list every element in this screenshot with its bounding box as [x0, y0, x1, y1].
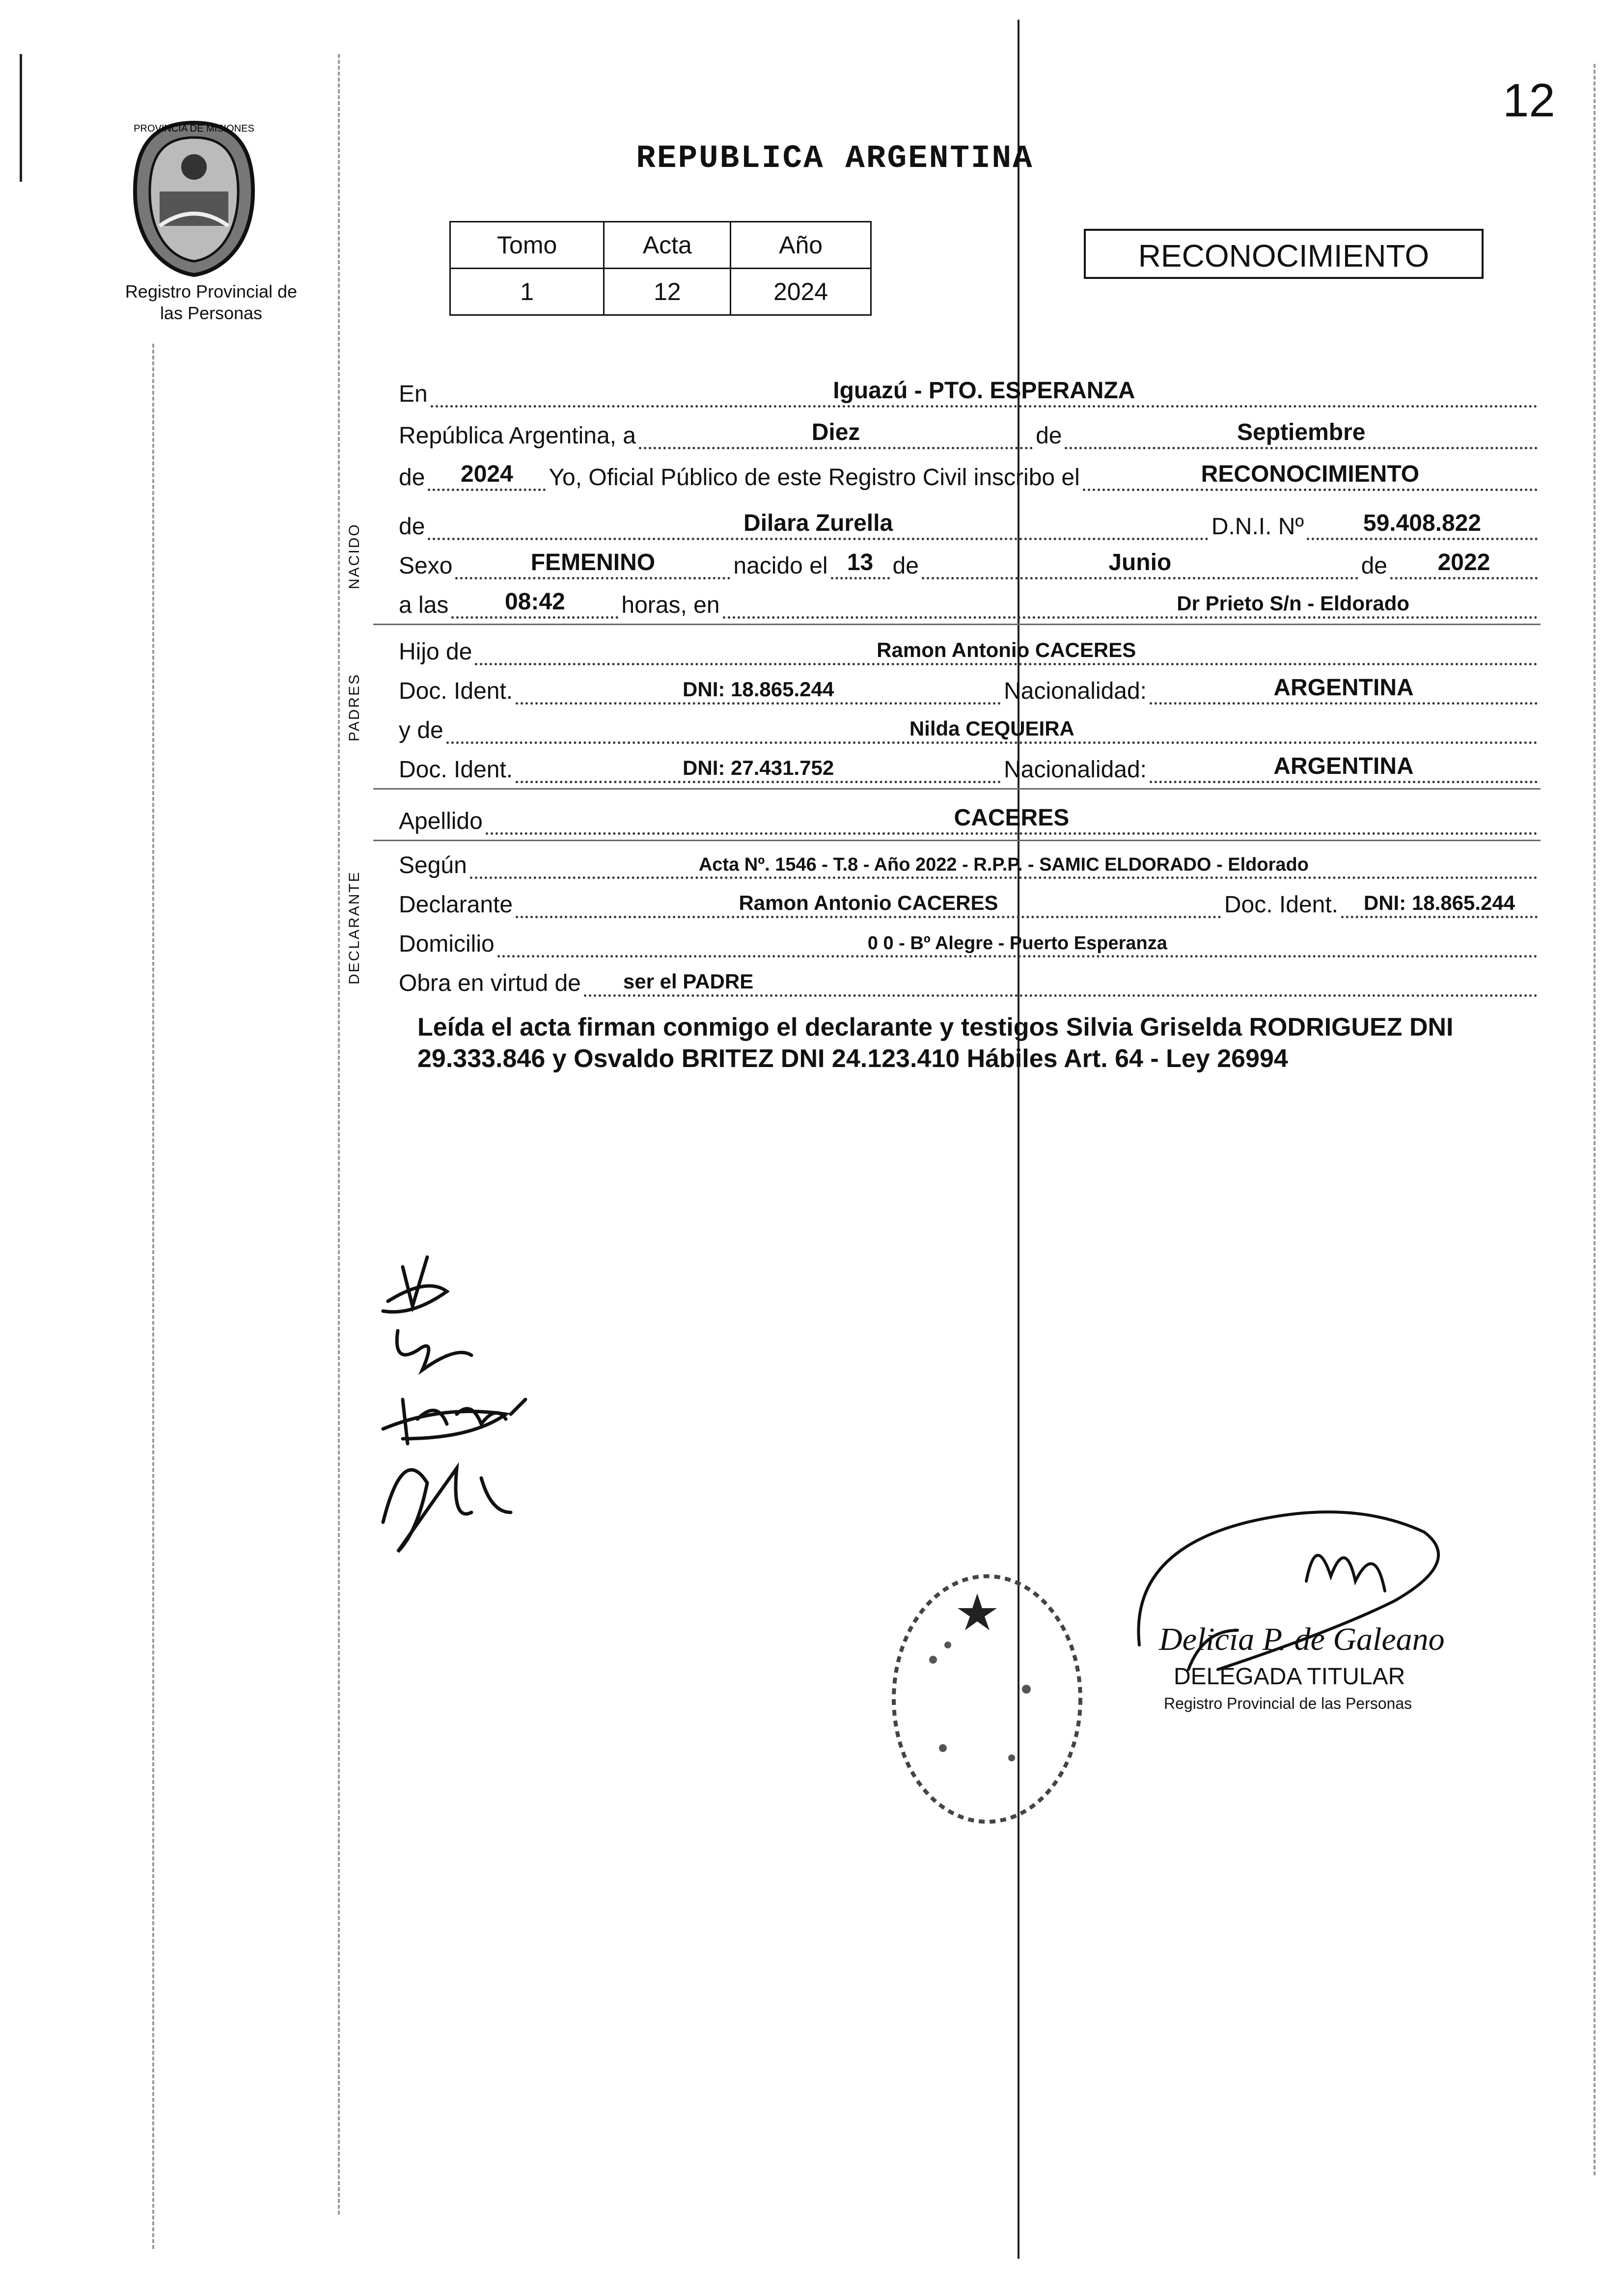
delegate-title: DELEGADA TITULAR: [1174, 1664, 1405, 1690]
birth-place-value: Dr Prieto S/n - Eldorado: [1177, 592, 1410, 615]
surname-value: CACERES: [954, 805, 1070, 831]
document-title: REPUBLICA ARGENTINA: [636, 140, 1034, 177]
father-nationality-value: ARGENTINA: [1273, 675, 1414, 701]
month-value: Septiembre: [1237, 419, 1366, 445]
page-number: 12: [1503, 74, 1555, 127]
row-child-name: de Dilara Zurella D.N.I. Nº 59.408.822: [399, 506, 1541, 540]
section-padres: PADRES: [346, 673, 362, 741]
row-obra: Obra en virtud de ser el PADRE: [399, 962, 1541, 997]
seal-lettering: PROVINCIA DE MISIONES: [134, 123, 254, 134]
officer-text: Yo, Oficial Público de este Registro Civil inscribo el: [549, 465, 1080, 491]
child-dni-value: 59.408.822: [1363, 510, 1482, 536]
header-ano: Año: [731, 222, 871, 269]
row-mother-doc: Doc. Ident. DNI: 27.431.752 Nacionalidad: ARGENTINA: [399, 749, 1541, 783]
witness-signatures-icon: [344, 1237, 599, 1601]
father-doc-value: DNI: 18.865.244: [683, 678, 834, 701]
row-sex-birth: Sexo FEMENINO nacido el 13 de Junio de 2022: [399, 545, 1541, 579]
birth-day-value: 13: [847, 549, 874, 575]
value-acta: 12: [604, 269, 731, 315]
record-type-box: RECONOCIMIENTO: [1084, 229, 1484, 279]
section-nacido: NACIDO: [346, 523, 362, 589]
value-tomo: 1: [450, 269, 604, 315]
row-officer: de 2024 Yo, Oficial Público de este Registro Civil inscribo el RECONOCIMIENTO: [399, 457, 1541, 491]
row-place: En Iguazú - PTO. ESPERANZA: [399, 373, 1541, 408]
mother-doc-value: DNI: 27.431.752: [683, 756, 834, 779]
obra-value: ser el PADRE: [623, 970, 754, 993]
row-hour-place: a las 08:42 horas, en Dr Prieto S/n - Eldorado: [399, 584, 1541, 619]
section-declarante: DECLARANTE: [346, 871, 362, 985]
closing-statement: Leída el acta firman conmigo el declarante y testigos Silvia Griselda RODRIGUEZ DNI 29.333.846 y Osvaldo BRITEZ DNI 24.123.410 Hábiles Art. 64 - Ley 26994: [417, 1013, 1454, 1073]
sex-value: FEMENINO: [530, 549, 656, 575]
row-surname: Apellido CACERES: [399, 800, 1541, 835]
registry-label: Registro Provincial de las Personas: [125, 281, 298, 323]
hour-value: 08:42: [505, 589, 565, 615]
declarant-name-value: Ramon Antonio CACERES: [739, 891, 998, 914]
year-value: 2024: [461, 461, 513, 487]
value-ano: 2024: [731, 269, 871, 315]
delegate-registry: Registro Provincial de las Personas: [1164, 1695, 1412, 1712]
declarant-doc-value: DNI: 18.865.244: [1363, 891, 1515, 914]
day-value: Diez: [811, 419, 860, 445]
header-acta: Acta: [604, 222, 731, 269]
province-seal-icon: [123, 118, 265, 280]
place-value: Iguazú - PTO. ESPERANZA: [833, 378, 1135, 404]
left-dashed-margin-2: [338, 54, 340, 2215]
delegate-signature-text: Delicia P. de Galeano: [1159, 1621, 1445, 1657]
row-date: República Argentina, a Diez de Septiembre: [399, 415, 1541, 449]
row-declarant: Declarante Ramon Antonio CACERES Doc. Ident. DNI: 18.865.244: [399, 884, 1541, 918]
birth-month-value: Junio: [1108, 549, 1172, 575]
left-margin-line: [20, 54, 22, 182]
act-type-value: RECONOCIMIENTO: [1201, 461, 1420, 487]
row-father-name: Hijo de Ramon Antonio CACERES: [399, 631, 1541, 665]
segun-value: Acta Nº. 1546 - T.8 - Año 2022 - R.P.P. - SAMIC ELDORADO - Eldorado: [698, 854, 1309, 875]
official-stamp-icon: [864, 1571, 1090, 1876]
mother-nationality-value: ARGENTINA: [1273, 753, 1414, 779]
row-mother-name: y de Nilda CEQUEIRA: [399, 710, 1541, 744]
delegate-signature-icon: [1120, 1483, 1513, 1728]
birth-year-value: 2022: [1437, 549, 1490, 575]
domicile-value: 0 0 - Bº Alegre - Puerto Esperanza: [867, 933, 1167, 954]
left-dashed-margin: [152, 344, 154, 2249]
father-name-value: Ramon Antonio CACERES: [877, 638, 1136, 661]
row-father-doc: Doc. Ident. DNI: 18.865.244 Nacionalidad: ARGENTINA: [399, 670, 1541, 705]
row-domicile: Domicilio 0 0 - Bº Alegre - Puerto Esperanza: [399, 923, 1541, 958]
row-segun: Según Acta Nº. 1546 - T.8 - Año 2022 - R.P.P. - SAMIC ELDORADO - Eldorado: [399, 845, 1541, 879]
volume-table: [449, 221, 872, 316]
mother-name-value: Nilda CEQUEIRA: [909, 717, 1074, 740]
child-name-value: Dilara Zurella: [743, 510, 893, 536]
fold-line: [1018, 20, 1019, 2259]
right-dashed-margin: [1594, 64, 1596, 2175]
header-tomo: Tomo: [450, 222, 604, 269]
